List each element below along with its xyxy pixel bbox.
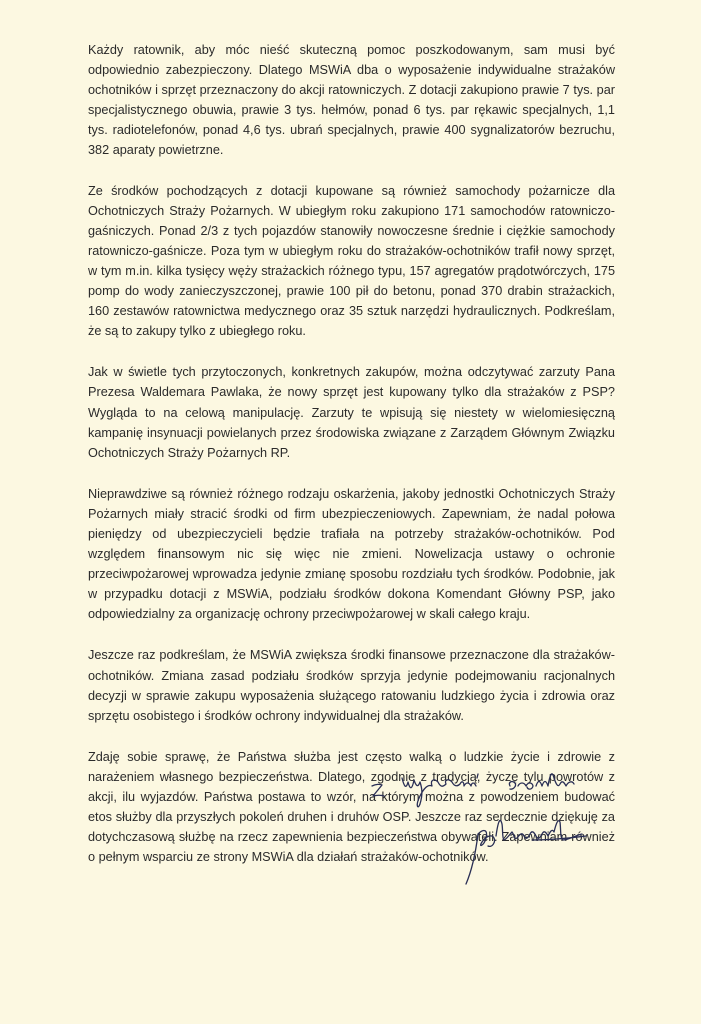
paragraph-accusations-response: Jak w świetle tych przytoczonych, konkretnych zakupów, można odczytywać zarzuty Pana Prezesa Waldemara Pawlaka, że nowy sprzęt jest kupowany tylko dla strażaków z PSP? Wygląda to na celową manipulację. Zarzuty te wpisują się niestety w wielomiesięczną kampanię insynuacji powielanych przez środowiska związane z Zarządem Głównym Związku Ochotniczych Straży Pożarnych RP. xyxy=(88,365,615,460)
paragraph-equipment: Każdy ratownik, aby móc nieść skuteczną pomoc poszkodowanym, sam musi być odpowiednio zabezpieczony. Dlatego MSWiA dba o wyposażenie indywidualne strażaków ochotników i sprzęt przeznaczony do akcji ratowniczych. Z dotacji zakupiono prawie 7 tys. par specjalistycznego obuwia, prawie 3 tys. hełmów, ponad 6 tys. par rękawic specjalnych, 1,1 tys. radiotelefonów, ponad 4,6 tys. ubrań specjalnych, prawie 400 sygnalizatorów bezruchu, 382 aparaty powietrzne. xyxy=(88,43,615,158)
handwriting-z xyxy=(372,784,384,796)
handwriting-szacunku xyxy=(509,774,574,789)
handwriting-signature xyxy=(466,820,582,884)
paragraph-insurance-funds: Nieprawdziwe są również różnego rodzaju oskarżenia, jakoby jednostki Ochotniczych Straży Pożarnych miały stracić środki od firm ubezpieczeniowych. Zapewniam, że nadal połowa pieniędzy od ubezpieczycieli będzie trafiała na potrzeby strażaków-ochotników. Pod względem finansowym nic się więc nie zmieni. Nowelizacja ustawy o ochronie przeciwpożarowej wprowadza jedynie zmianę sposobu rozdziału tych środków. Podobnie, jak w przypadku dotacji z MSWiA, podziału środków dokona Komendant Główny PSP, jako odpowiedzialny za organizację ochrony przeciwpożarowej w skali całego kraju. xyxy=(88,486,615,622)
handwritten-signature-block xyxy=(360,760,620,890)
paragraph-funding-increase: Jeszcze raz podkreślam, że MSWiA zwiększa środki finansowe przeznaczone dla strażaków-ochotników. Zmiana zasad podziału środków sprzyja jedynie podejmowaniu racjonalnych decyzji w sprawie zakupu wyposażenia służącego ratowaniu ludzkiego życia i zdrowia oraz sprzętu osobistego i środków ochrony indywidualnej dla strażaków. xyxy=(88,648,615,723)
handwriting-wyrazami xyxy=(402,774,478,807)
paragraph-closing-thanks: Zdaję sobie sprawę, że Państwa służba jest często walką o ludzkie życie i zdrowie z narażeniem własnego bezpieczeństwa. Dlatego, zgodnie z tradycją, życzę tylu powrotów z akcji, ilu wyjazdów. Państwa postawa to wzór, na którym można z powodzeniem budować etos służby dla przyszłych pokoleń druhen i druhów OSP. Jeszcze raz serdecznie dziękuję za dotychczasową służbę na rzecz zapewnienia bezpieczeństwa obywateli. Zapewniam również o pełnym wsparciu ze strony MSWiA dla działań strażaków-ochotników. xyxy=(88,749,615,865)
paragraph-vehicles: Ze środków pochodzących z dotacji kupowane są również samochody pożarnicze dla Ochotniczych Straży Pożarnych. W ubiegłym roku zakupiono 171 samochodów ratowniczo-gaśniczych. Ponad 2/3 z tych pojazdów stanowiły nowoczesne średnie i ciężkie samochody ratowniczo-gaśnicze. Poza tym w ubiegłym roku do strażaków-ochotników trafił nowy sprzęt, w tym m.in. kilka tysięcy węży strażackich różnego typu, 157 agregatów prądotwórczych, 175 pomp do wody zanieczyszczonej, prawie 100 pił do betonu, ponad 370 drabin strażackich, 160 zestawów ratownictwa medycznego oraz 35 sztuk narzędzi hydraulicznych. Podkreślam, że są to zakupy tylko z ubiegłego roku. xyxy=(88,183,615,339)
handwritten-closing-and-signature xyxy=(360,760,620,890)
